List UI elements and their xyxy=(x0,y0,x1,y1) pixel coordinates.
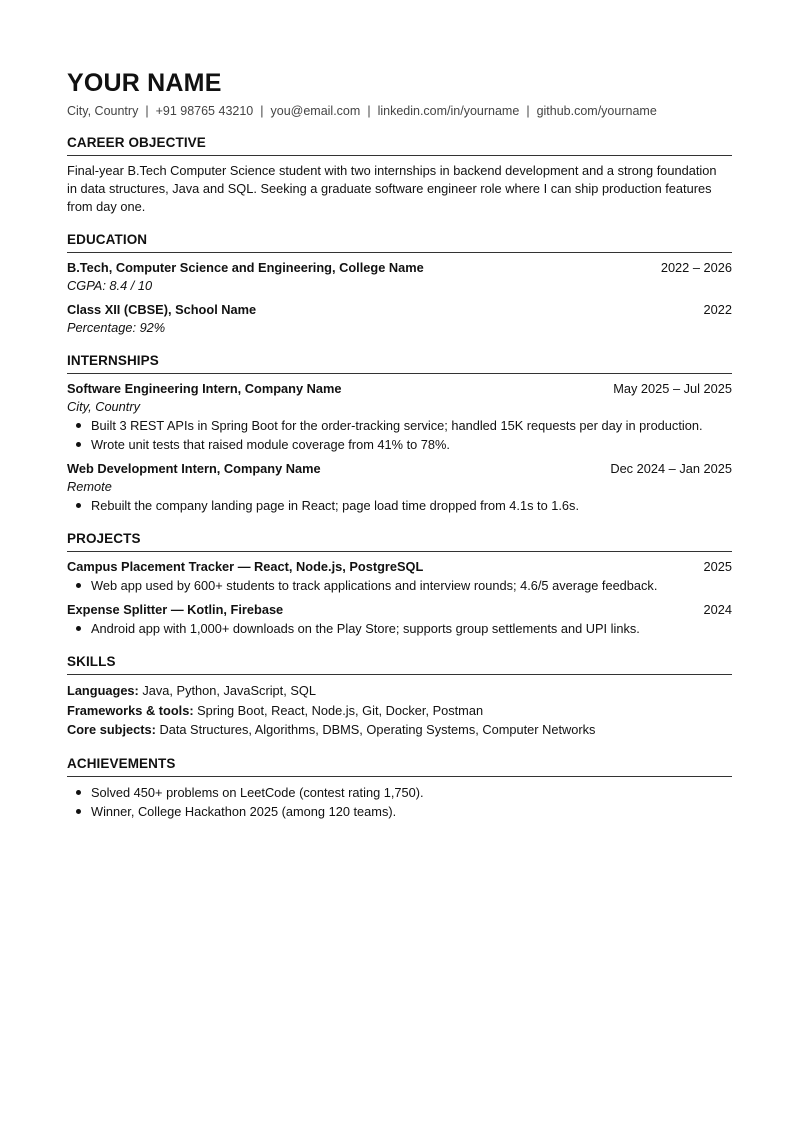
entry-subtitle: CGPA: 8.4 / 10 xyxy=(67,278,153,293)
bullet-list xyxy=(67,619,732,638)
bullet-item: Android app with 1,000+ downloads on the Play Store; supports group settlements and UPI links. xyxy=(91,619,732,638)
contact-separator: | xyxy=(145,104,149,118)
objective-text xyxy=(67,162,732,216)
resume-content xyxy=(67,68,732,821)
bullet-list xyxy=(67,783,732,821)
skills-section xyxy=(67,654,732,740)
skill-label: Core subjects: xyxy=(67,722,156,737)
contact-line xyxy=(67,103,732,119)
projects-section xyxy=(67,531,732,638)
entry-date: 2025 xyxy=(703,559,732,574)
entry-subtitle: Percentage: 92% xyxy=(67,320,166,335)
entry-date: 2022 xyxy=(703,302,732,317)
contact-email[interactable]: you@email.com xyxy=(270,104,361,118)
entry-date: 2022 – 2026 xyxy=(660,260,732,275)
bullet-item: Solved 450+ problems on LeetCode (contest rating 1,750). xyxy=(91,783,732,802)
bullet-list xyxy=(67,496,732,515)
skill-value: Data Structures, Algorithms, DBMS, Operating Systems, Computer Networks xyxy=(159,722,596,737)
entry-date: May 2025 – Jul 2025 xyxy=(613,381,732,396)
contact-separator: | xyxy=(526,104,530,118)
contact-github[interactable]: github.com/yourname xyxy=(536,104,657,118)
internship-entry xyxy=(67,380,732,454)
skill-value: Spring Boot, React, Node.js, Git, Docker, Postman xyxy=(197,702,484,718)
entry-title: Campus Placement Tracker — React, Node.js, PostgreSQL xyxy=(67,559,424,574)
education-entry xyxy=(67,259,732,295)
candidate-name: YOUR NAME xyxy=(67,69,222,97)
project-entry xyxy=(67,558,732,595)
education-section xyxy=(67,232,732,337)
contact-location: City, Country xyxy=(67,104,139,118)
bullet-item: Winner, College Hackathon 2025 (among 120 teams). xyxy=(91,802,732,821)
entry-title: Expense Splitter — Kotlin, Firebase xyxy=(67,602,284,617)
entry-title: B.Tech, Computer Science and Engineering, College Name xyxy=(67,260,424,275)
entry-date: 2024 xyxy=(703,602,732,617)
skill-label: Frameworks & tools: xyxy=(67,702,194,718)
objective-line: Final-year B.Tech Computer Science student with two internships in backend development and a strong foundation xyxy=(67,163,717,178)
bullet-item: Web app used by 600+ students to track applications and interview rounds; 4.6/5 average feedback. xyxy=(91,576,732,595)
skill-value: Java, Python, JavaScript, SQL xyxy=(142,683,316,698)
contact-linkedin[interactable]: linkedin.com/in/yourname xyxy=(377,104,520,118)
entry-title: Software Engineering Intern, Company Name xyxy=(67,381,342,396)
contact-phone: +91 98765 43210 xyxy=(155,104,254,118)
bullet-item: Built 3 REST APIs in Spring Boot for the order-tracking service; handled 15K requests per day in production. xyxy=(91,416,732,435)
section-heading: INTERNSHIPS xyxy=(67,353,732,374)
skill-line xyxy=(67,720,732,740)
bullet-list xyxy=(67,576,732,595)
objective-line: in data structures, Java and SQL. Seeking a graduate software engineer role where I can ship production features xyxy=(67,181,712,196)
section-heading: SKILLS xyxy=(67,654,732,675)
section-heading: ACHIEVEMENTS xyxy=(67,756,732,777)
bullet-item: Wrote unit tests that raised module coverage from 41% to 78%. xyxy=(91,435,732,454)
project-entry xyxy=(67,601,732,638)
entry-title: Class XII (CBSE), School Name xyxy=(67,302,257,317)
section-heading: EDUCATION xyxy=(67,232,732,253)
internships-section xyxy=(67,353,732,515)
skill-line xyxy=(67,681,732,701)
achievements-section xyxy=(67,756,732,821)
internship-entry xyxy=(67,460,732,515)
entry-date: Dec 2024 – Jan 2025 xyxy=(610,461,732,476)
section-heading: CAREER OBJECTIVE xyxy=(67,135,732,156)
bullet-item: Rebuilt the company landing page in React; page load time dropped from 4.1s to 1.6s. xyxy=(91,496,732,515)
objective-line: from day one. xyxy=(67,199,146,214)
entry-subtitle: Remote xyxy=(67,479,112,494)
entry-subtitle: City, Country xyxy=(67,399,141,414)
bullet-list xyxy=(67,416,732,454)
entry-title: Web Development Intern, Company Name xyxy=(67,461,321,476)
section-heading: PROJECTS xyxy=(67,531,732,552)
contact-separator: | xyxy=(260,104,264,118)
contact-separator: | xyxy=(367,104,371,118)
skill-line xyxy=(67,701,732,721)
skill-label: Languages: xyxy=(67,683,139,698)
objective-section xyxy=(67,135,732,216)
education-entry xyxy=(67,301,732,337)
